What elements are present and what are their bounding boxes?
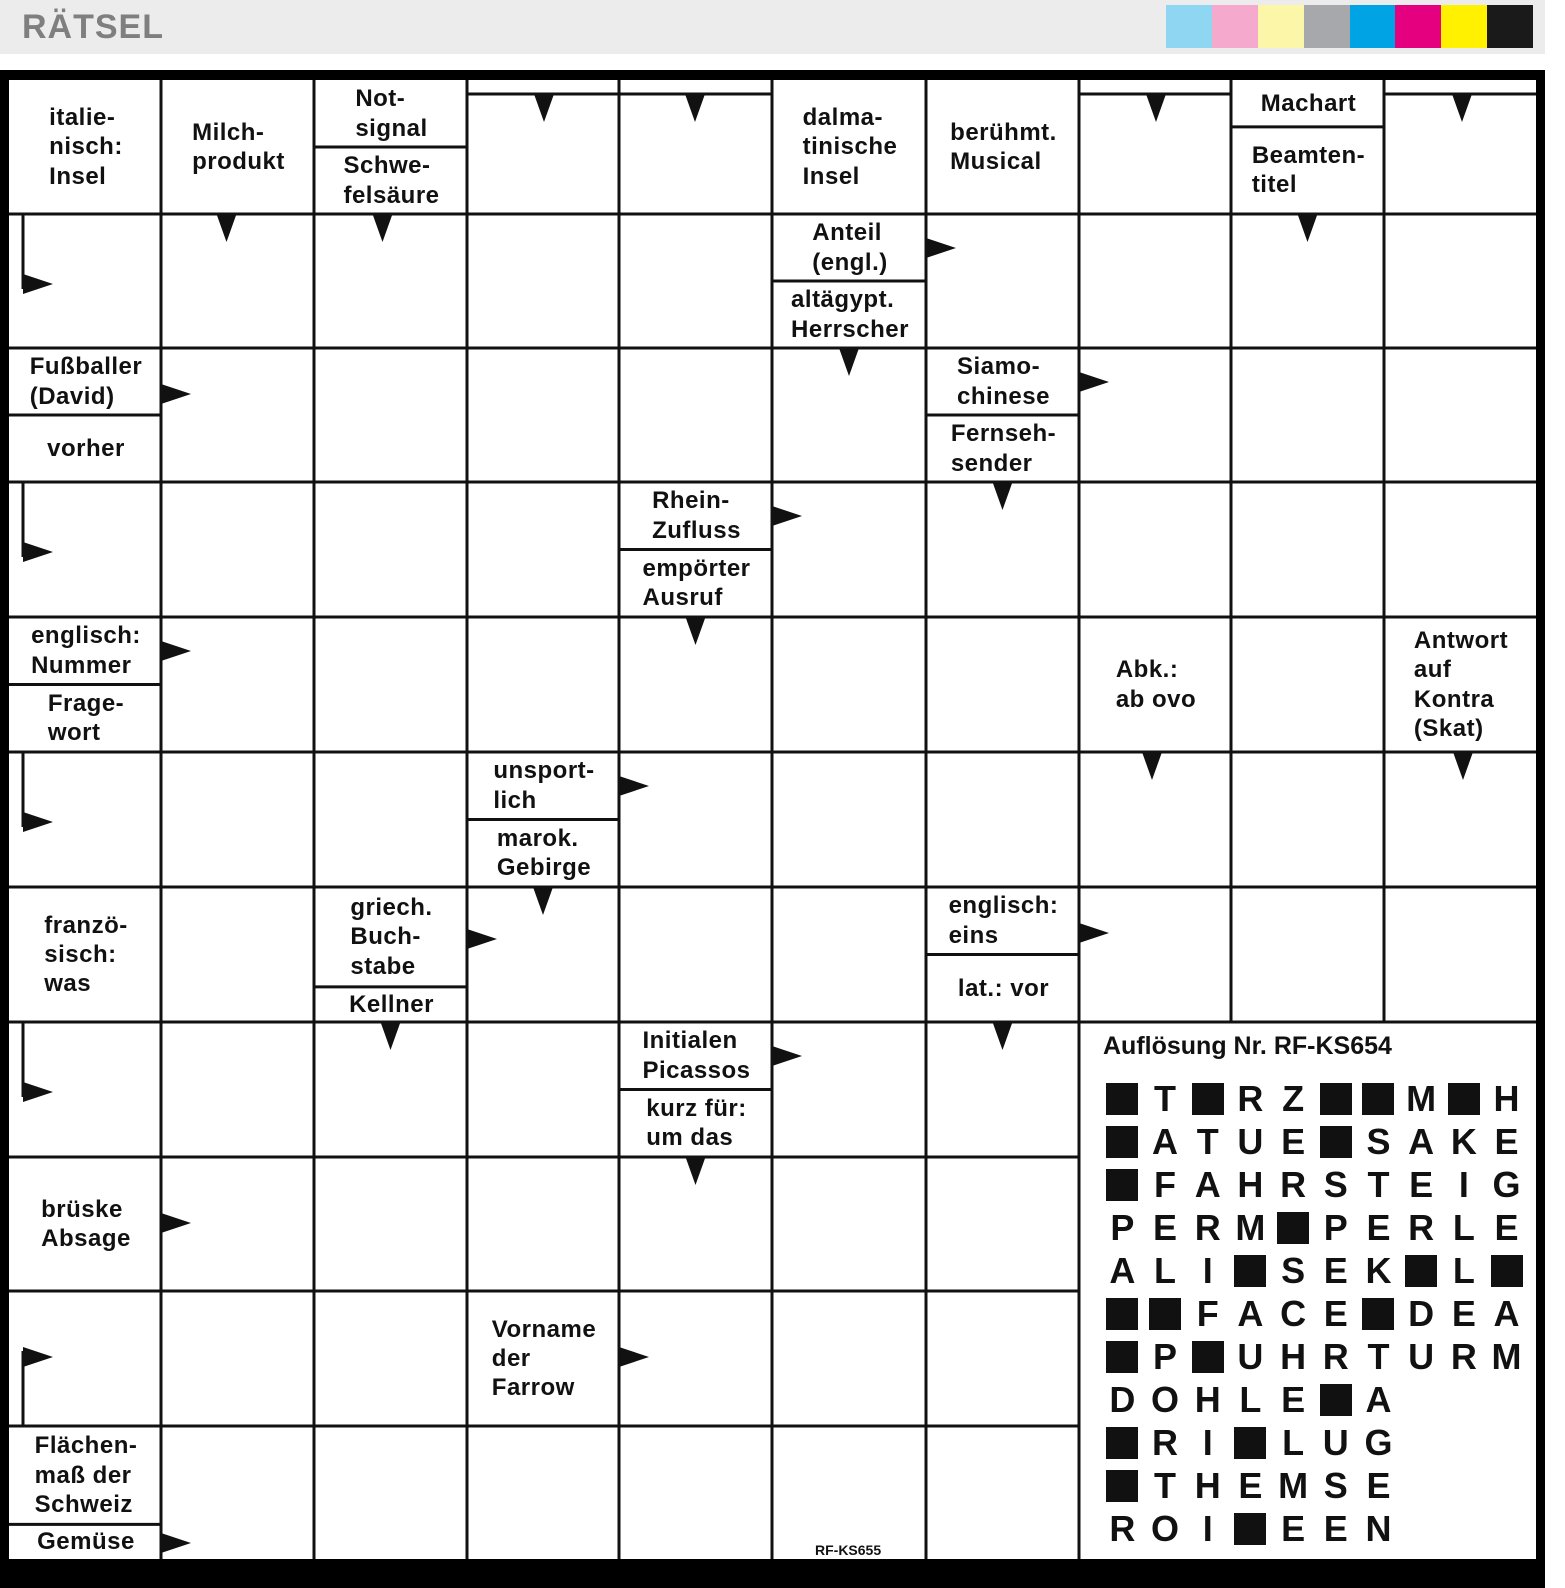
right-arrow-icon	[467, 929, 497, 949]
clue-text	[932, 415, 1075, 482]
solution-letter: P	[1110, 1206, 1135, 1248]
solution-letter: P	[1153, 1335, 1178, 1377]
clue-text	[473, 820, 615, 888]
solution-letter: E	[1323, 1507, 1348, 1549]
solution-black-square	[1101, 1335, 1144, 1378]
right-arrow-icon	[23, 812, 53, 832]
solution-black-square	[1186, 1335, 1229, 1378]
clue-line: (engl.)	[812, 248, 888, 276]
solution-letter: H	[1237, 1163, 1264, 1205]
solution-black-square	[1101, 1464, 1144, 1507]
solution-row	[1101, 1120, 1528, 1163]
solution-letter: D	[1408, 1292, 1435, 1334]
solution-letter: U	[1237, 1120, 1264, 1162]
down-arrow-icon	[534, 94, 554, 122]
solution-letter: E	[1494, 1120, 1519, 1162]
clue-line: vorher	[47, 434, 125, 462]
clue-line: Fernseh-	[950, 420, 1057, 448]
solution-black-square	[1485, 1249, 1528, 1292]
clue-text	[932, 80, 1075, 214]
crossword-grid	[9, 80, 1536, 1559]
clue-text	[625, 550, 768, 618]
right-arrow-icon	[161, 641, 191, 661]
solution-letter: E	[1494, 1206, 1519, 1248]
clue-line: Rhein-	[652, 487, 730, 515]
clue-line: der	[491, 1344, 531, 1372]
clue-line: (David)	[29, 382, 115, 410]
clue-line: unsport-	[493, 757, 595, 785]
clue-line: Insel	[802, 162, 860, 190]
clue-text	[625, 1022, 768, 1090]
clue-line: Kellner	[349, 990, 434, 1018]
solution-letter: Z	[1282, 1077, 1305, 1119]
clue-line: Milch-	[192, 118, 265, 146]
right-arrow-icon	[23, 1347, 53, 1367]
solution-letter: A	[1194, 1163, 1221, 1205]
solution-letter: I	[1202, 1421, 1213, 1463]
right-arrow-icon	[161, 1213, 191, 1233]
crossword-board	[0, 70, 1545, 1588]
clue-line: Picassos	[642, 1056, 751, 1084]
solution-letter: S	[1366, 1120, 1391, 1162]
solution-letter: E	[1281, 1378, 1306, 1420]
clue-line: Not-	[355, 85, 406, 113]
clue-line: Nummer	[31, 651, 132, 679]
solution-letter: E	[1366, 1464, 1391, 1506]
solution-black-square	[1357, 1077, 1400, 1120]
down-arrow-icon	[686, 617, 706, 645]
solution-black-square	[1229, 1421, 1272, 1464]
down-arrow-icon	[1452, 94, 1472, 122]
clue-line: Buch-	[350, 923, 421, 951]
solution-row	[1101, 1421, 1528, 1464]
clue-line: Fußballer	[29, 353, 143, 381]
clue-line: titel	[1251, 171, 1297, 199]
right-arrow-icon	[23, 274, 53, 294]
solution-letter: M	[1406, 1077, 1437, 1119]
clue-line: eins	[948, 921, 999, 949]
clue-line: Insel	[49, 162, 107, 190]
solution-black-square	[1443, 1077, 1486, 1120]
clue-text	[473, 1291, 615, 1426]
right-arrow-icon	[23, 542, 53, 562]
solution-letter: E	[1238, 1464, 1263, 1506]
solution-letter: N	[1365, 1507, 1392, 1549]
clue-text	[932, 955, 1075, 1023]
clue-line: produkt	[192, 148, 285, 175]
right-arrow-icon	[23, 1082, 53, 1102]
color-swatch	[1212, 5, 1258, 48]
solution-letter: G	[1492, 1163, 1521, 1205]
solution-letter: P	[1323, 1206, 1348, 1248]
clue-line: ab ovo	[1115, 685, 1197, 713]
clue-text	[625, 1090, 768, 1158]
down-arrow-icon	[686, 1157, 706, 1185]
clue-line: lich	[493, 786, 537, 814]
solution-black-square	[1186, 1077, 1229, 1120]
clue-line: Schwe-	[343, 152, 431, 180]
solution-letter: A	[1408, 1120, 1435, 1162]
down-arrow-icon	[373, 214, 393, 242]
solution-letter: R	[1152, 1421, 1179, 1463]
clue-text	[1237, 127, 1380, 214]
clue-line: maß der	[34, 1461, 132, 1489]
clue-text	[15, 617, 157, 685]
clue-line: Zufluss	[652, 516, 741, 544]
page-title: RÄTSEL	[22, 8, 164, 46]
solution-letter: A	[1365, 1378, 1392, 1420]
clue-line: Absage	[41, 1225, 131, 1252]
clue-text	[15, 1524, 157, 1559]
solution-letter: U	[1408, 1335, 1435, 1377]
clue-line: was	[44, 970, 92, 998]
down-arrow-icon	[1453, 752, 1473, 780]
clue-line: nisch:	[49, 133, 123, 161]
down-arrow-icon	[993, 1022, 1013, 1050]
clue-text	[1237, 80, 1380, 127]
solution-letter: T	[1154, 1464, 1177, 1506]
clue-line: lat.: vor	[957, 974, 1050, 1002]
down-arrow-icon	[685, 94, 705, 122]
solution-black-square	[1314, 1120, 1357, 1163]
color-calibration-strip	[1166, 5, 1533, 48]
clue-text	[167, 80, 310, 214]
solution-row	[1101, 1464, 1528, 1507]
solution-letter: R	[1408, 1206, 1435, 1248]
solution-letter: M	[1278, 1464, 1309, 1506]
clue-text	[778, 214, 922, 281]
right-arrow-icon	[161, 384, 191, 404]
solution-letter: S	[1281, 1249, 1306, 1291]
solution-letter: E	[1451, 1292, 1476, 1334]
clue-line: Vorname	[491, 1315, 597, 1343]
clue-text	[1085, 617, 1227, 752]
down-arrow-icon	[1298, 214, 1318, 242]
color-swatch	[1395, 5, 1441, 48]
color-swatch	[1258, 5, 1304, 48]
solution-letter: A	[1109, 1249, 1136, 1291]
solution-letter: I	[1202, 1507, 1213, 1549]
solution-row	[1101, 1378, 1528, 1421]
solution-letter: T	[1196, 1120, 1219, 1162]
solution-black-square	[1101, 1292, 1144, 1335]
solution-letter: H	[1493, 1077, 1520, 1119]
solution-black-square	[1101, 1421, 1144, 1464]
clue-line: franzö-	[44, 911, 128, 939]
right-arrow-icon	[1079, 923, 1109, 943]
down-arrow-icon	[381, 1022, 401, 1050]
solution-letter: E	[1323, 1249, 1348, 1291]
clue-line: Machart	[1260, 89, 1357, 117]
solution-letter: E	[1153, 1206, 1178, 1248]
down-arrow-icon	[533, 887, 553, 915]
clue-line: (Skat)	[1413, 714, 1484, 742]
solution-letter: M	[1235, 1206, 1266, 1248]
solution-row	[1101, 1077, 1528, 1120]
solution-letter: D	[1109, 1378, 1136, 1420]
solution-title: Auflösung Nr. RF-KS654	[1103, 1032, 1392, 1060]
clue-line: Abk.:	[1115, 656, 1179, 684]
clue-line: brüske	[41, 1195, 123, 1223]
clue-text	[320, 80, 463, 147]
down-arrow-icon	[217, 214, 237, 242]
down-arrow-icon	[993, 482, 1013, 510]
color-swatch	[1441, 5, 1487, 48]
clue-line: Schweiz	[34, 1490, 133, 1518]
right-arrow-icon	[619, 776, 649, 796]
clue-line: signal	[355, 114, 428, 142]
clue-line: marok.	[496, 824, 579, 852]
solution-row	[1101, 1206, 1528, 1249]
clue-line: Herrscher	[791, 315, 909, 343]
clue-line: tinische	[802, 133, 898, 161]
solution-letter: L	[1452, 1249, 1475, 1291]
color-swatch	[1350, 5, 1396, 48]
clue-text	[15, 1426, 157, 1524]
solution-letter: E	[1281, 1120, 1306, 1162]
clue-text	[778, 80, 922, 214]
solution-letter: I	[1458, 1163, 1469, 1205]
solution-row	[1101, 1335, 1528, 1378]
clue-line: Flächen-	[34, 1432, 138, 1460]
down-arrow-icon	[839, 348, 859, 376]
solution-black-square	[1101, 1120, 1144, 1163]
clue-line: Ausruf	[642, 584, 723, 612]
solution-letter: T	[1367, 1335, 1390, 1377]
solution-letter: L	[1282, 1421, 1305, 1463]
solution-grid	[1101, 1077, 1528, 1550]
solution-letter: K	[1365, 1249, 1392, 1291]
right-arrow-icon	[619, 1347, 649, 1367]
solution-letter: I	[1202, 1249, 1213, 1291]
puzzle-code: RF-KS655	[815, 1542, 882, 1558]
clue-line: um das	[646, 1124, 734, 1152]
clue-line: Gemüse	[37, 1528, 135, 1556]
down-arrow-icon	[1142, 752, 1162, 780]
solution-letter: R	[1450, 1335, 1477, 1377]
clue-line: Initialen	[642, 1027, 738, 1055]
solution-letter: M	[1491, 1335, 1522, 1377]
solution-black-square	[1144, 1292, 1187, 1335]
solution-letter: U	[1322, 1421, 1349, 1463]
solution-letter: L	[1239, 1378, 1262, 1420]
clue-line: Musical	[950, 148, 1042, 175]
clue-text	[15, 415, 157, 482]
clue-line: chinese	[957, 382, 1050, 410]
solution-letter: R	[1109, 1507, 1136, 1549]
solution-black-square	[1272, 1206, 1315, 1249]
solution-row	[1101, 1163, 1528, 1206]
clue-line: altägypt.	[791, 286, 895, 314]
clue-line: Siamo-	[957, 353, 1041, 381]
clue-line: Farrow	[491, 1374, 575, 1402]
clue-line: Kontra	[1413, 685, 1495, 713]
solution-letter: S	[1323, 1163, 1348, 1205]
clue-line: englisch:	[31, 622, 141, 650]
clue-line: felsäure	[343, 181, 440, 209]
clue-text	[15, 1157, 157, 1291]
clue-line: auf	[1413, 656, 1452, 684]
clue-line: sisch:	[44, 940, 117, 968]
clue-text	[932, 887, 1075, 955]
solution-letter: A	[1237, 1292, 1264, 1334]
clue-line: englisch:	[948, 892, 1059, 920]
clue-text	[932, 348, 1075, 415]
solution-letter: E	[1366, 1206, 1391, 1248]
solution-black-square	[1101, 1077, 1144, 1120]
solution-black-square	[1314, 1378, 1357, 1421]
clue-line: wort	[47, 719, 101, 747]
clue-line: griech.	[350, 894, 433, 922]
color-swatch	[1304, 5, 1350, 48]
solution-letter: U	[1237, 1335, 1264, 1377]
clue-line: Antwort	[1413, 626, 1509, 654]
solution-black-square	[1400, 1249, 1443, 1292]
solution-black-square	[1314, 1077, 1357, 1120]
solution-letter: T	[1154, 1077, 1177, 1119]
solution-letter: O	[1151, 1507, 1180, 1549]
clue-text	[320, 887, 463, 987]
right-arrow-icon	[772, 1046, 802, 1066]
clue-text	[778, 281, 922, 348]
solution-letter: L	[1452, 1206, 1475, 1248]
down-arrow-icon	[1146, 94, 1166, 122]
solution-letter: S	[1323, 1464, 1348, 1506]
solution-letter: A	[1152, 1120, 1179, 1162]
clue-line: Anteil	[812, 219, 882, 247]
solution-letter: H	[1194, 1464, 1221, 1506]
right-arrow-icon	[161, 1533, 191, 1553]
solution-letter: C	[1280, 1292, 1307, 1334]
clue-text	[15, 80, 157, 214]
solution-letter: E	[1323, 1292, 1348, 1334]
solution-letter: R	[1237, 1077, 1264, 1119]
color-swatch	[1166, 5, 1212, 48]
clue-text	[15, 348, 157, 415]
solution-letter: R	[1280, 1163, 1307, 1205]
clue-line: empörter	[642, 554, 751, 582]
clue-line: stabe	[350, 952, 416, 980]
clue-text	[15, 887, 157, 1022]
solution-letter: F	[1196, 1292, 1219, 1334]
clue-text	[1390, 617, 1532, 752]
solution-letter: H	[1194, 1378, 1221, 1420]
solution-letter: T	[1367, 1163, 1390, 1205]
right-arrow-icon	[1079, 372, 1109, 392]
solution-letter: E	[1409, 1163, 1434, 1205]
solution-letter: H	[1280, 1335, 1307, 1377]
clue-line: Gebirge	[496, 854, 592, 882]
solution-black-square	[1357, 1292, 1400, 1335]
solution-letter: O	[1151, 1378, 1180, 1420]
solution-row	[1101, 1507, 1528, 1550]
clue-line: dalma-	[802, 104, 883, 132]
solution-letter: R	[1322, 1335, 1349, 1377]
solution-letter: L	[1154, 1249, 1177, 1291]
solution-row	[1101, 1292, 1528, 1335]
right-arrow-icon	[772, 506, 802, 526]
solution-letter: F	[1154, 1163, 1177, 1205]
color-swatch	[1487, 5, 1533, 48]
clue-text	[625, 482, 768, 550]
solution-row	[1101, 1249, 1528, 1292]
solution-black-square	[1229, 1507, 1272, 1550]
header-bar	[0, 0, 1545, 54]
solution-black-square	[1229, 1249, 1272, 1292]
clue-line: kurz für:	[646, 1094, 747, 1122]
solution-letter: E	[1281, 1507, 1306, 1549]
solution-letter: R	[1194, 1206, 1221, 1248]
clue-line: Frage-	[47, 689, 125, 717]
solution-letter: G	[1364, 1421, 1393, 1463]
solution-letter: K	[1450, 1120, 1477, 1162]
clue-text	[320, 987, 463, 1022]
clue-text	[15, 685, 157, 753]
clue-line: sender	[950, 449, 1033, 477]
clue-text	[320, 147, 463, 214]
clue-line: berühmt.	[950, 118, 1057, 146]
clue-line: Beamten-	[1251, 142, 1366, 170]
clue-text	[473, 752, 615, 820]
solution-letter: A	[1493, 1292, 1520, 1334]
solution-black-square	[1101, 1163, 1144, 1206]
right-arrow-icon	[926, 238, 956, 258]
clue-line: italie-	[49, 104, 116, 132]
